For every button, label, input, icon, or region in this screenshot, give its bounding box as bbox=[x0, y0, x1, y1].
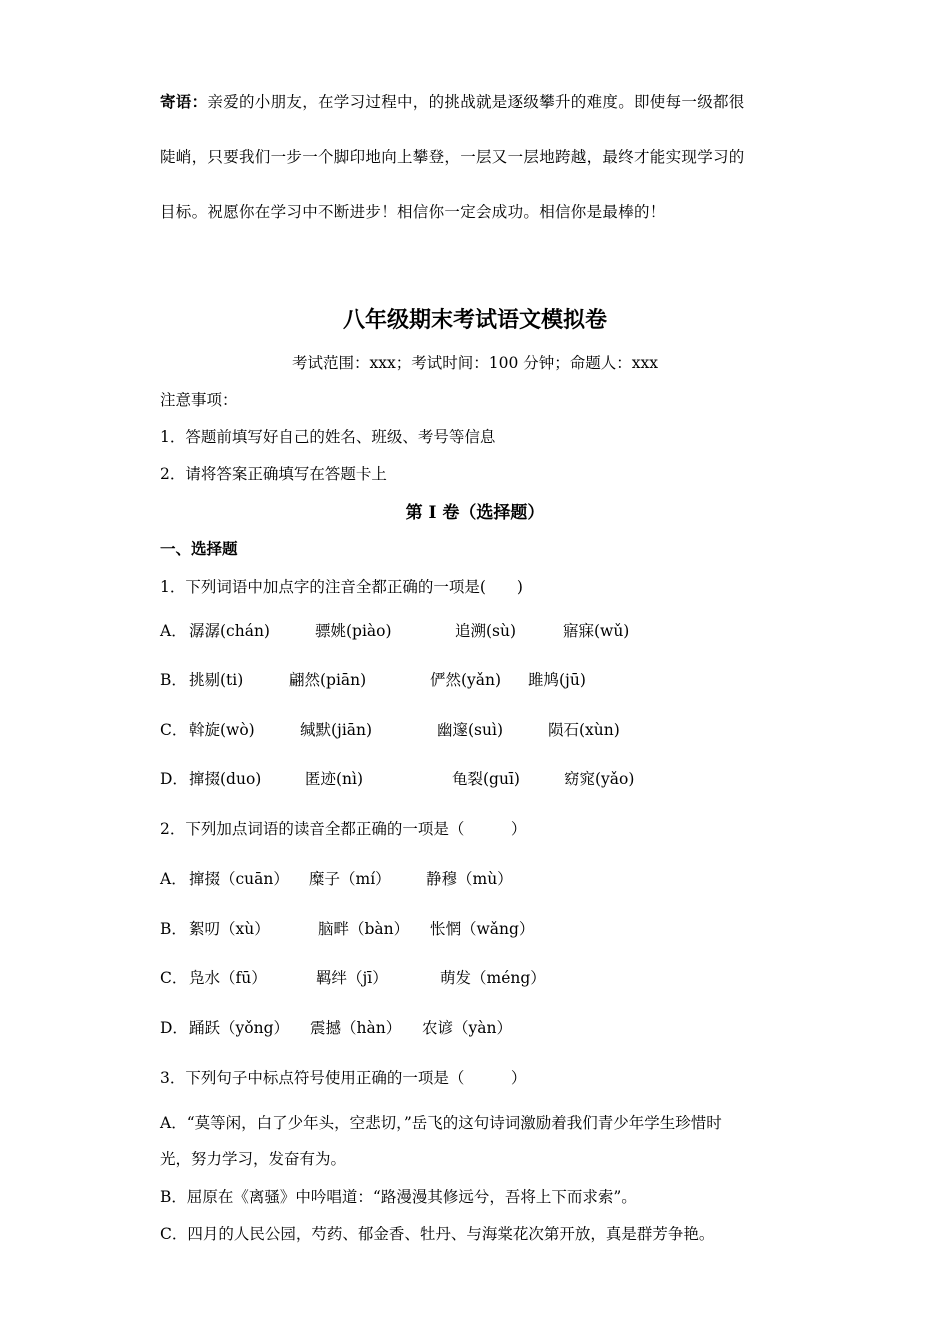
q1-option-a-word: 寤寐(wǔ) bbox=[563, 622, 630, 640]
q1-option-b-word: 雎鸠(jū) bbox=[528, 671, 586, 689]
q2-option-a-word: 静穆（mù） bbox=[426, 870, 513, 888]
intro-line-1 bbox=[160, 90, 745, 112]
q1-option-c-word: 斡旋(wò) bbox=[189, 721, 255, 739]
q1-option-c-word: 缄默(jiān) bbox=[300, 721, 373, 739]
q2-option-b-word: 絮叨（xù） bbox=[189, 920, 270, 938]
notice-heading: 注意事项： bbox=[160, 391, 238, 409]
q3-option-c: C．四月的人民公园，芍药、郁金香、牡丹、与海棠花次第开放，真是群芳争艳。 bbox=[160, 1225, 715, 1243]
q1-option-b-word: 俨然(yǎn) bbox=[430, 671, 502, 689]
q1-option-b-label: B． bbox=[160, 671, 187, 689]
intro-line-3: 目标。祝愿你在学习中不断进步！相信你一定会成功。相信你是最棒的！ bbox=[160, 203, 666, 221]
q2-option-a-label: A． bbox=[160, 870, 187, 888]
notice-item-1: 1．答题前填写好自己的姓名、班级、考号等信息 bbox=[160, 428, 496, 446]
q3-option-b: B．屈原在《离骚》中吟唱道：“路漫漫其修远兮，吾将上下而求索”。 bbox=[160, 1188, 637, 1206]
q1-option-d-word: 匿迹(nì) bbox=[305, 770, 364, 788]
q2-option-c-word: 凫水（fū） bbox=[189, 969, 267, 987]
intro-text: 亲爱的小朋友，在学习过程中，的挑战就是逐级攀升的难度。即使每一级都很 bbox=[207, 93, 745, 111]
q1-option-a-word: 骠姚(piào) bbox=[315, 622, 392, 640]
q2-option-b-word: 脑畔（bàn） bbox=[318, 920, 410, 938]
q2-option-a-word: 撺掇（cuān） bbox=[189, 870, 289, 888]
q3-option-a-line-1: A．“莫等闲，白了少年头，空悲切，”岳飞的这句诗词激励着我们青少年学生珍惜时 bbox=[160, 1114, 722, 1132]
q2-option-d-word: 震撼（hàn） bbox=[310, 1019, 402, 1037]
q1-stem: 1．下列词语中加点字的注音全都正确的一项是( ) bbox=[160, 578, 523, 596]
q2-option-c-word: 羁绊（jī） bbox=[316, 969, 388, 987]
q2-option-b-word: 怅惘（wǎng） bbox=[430, 920, 535, 938]
intro-line-2: 陡峭，只要我们一步一个脚印地向上攀登，一层又一层地跨越，最终才能实现学习的 bbox=[160, 148, 745, 166]
exam-title: 八年级期末考试语文模拟卷 bbox=[342, 308, 607, 333]
q1-option-a-word: 追溯(sù) bbox=[455, 622, 517, 640]
q2-option-d-word: 踊跃（yǒng） bbox=[189, 1019, 289, 1037]
q1-option-c-word: 陨石(xùn) bbox=[548, 721, 620, 739]
section-title: 一、选择题 bbox=[160, 539, 238, 558]
q1-option-d-label: D． bbox=[160, 770, 188, 788]
q2-option-b-label: B． bbox=[160, 920, 187, 938]
intro-label: 寄语： bbox=[160, 92, 208, 111]
q1-option-d-word: 窈窕(yǎo) bbox=[564, 770, 635, 788]
exam-info: 考试范围：xxx；考试时间：100 分钟；命题人：xxx bbox=[292, 354, 658, 372]
q1-option-c-word: 幽邃(suì) bbox=[437, 721, 503, 739]
q2-option-c-word: 萌发（méng） bbox=[440, 969, 546, 987]
q1-option-a-word: 潺潺(chán) bbox=[189, 622, 270, 640]
q1-option-d-word: 龟裂(guī) bbox=[452, 770, 520, 788]
part-title: 第 I 卷（选择题） bbox=[405, 503, 545, 523]
q1-option-a-label: A． bbox=[160, 622, 187, 640]
q2-stem: 2．下列加点词语的读音全都正确的一项是（ ） bbox=[160, 820, 527, 838]
q1-option-d-word: 撺掇(duo) bbox=[189, 770, 262, 788]
q1-option-c-label: C． bbox=[160, 721, 188, 739]
q1-option-b-word: 挑剔(ti) bbox=[189, 671, 244, 689]
q1-option-b-word: 翩然(piān) bbox=[289, 671, 367, 689]
q3-option-a-line-2: 光，努力学习，发奋有为。 bbox=[160, 1150, 347, 1168]
q2-option-d-word: 农谚（yàn） bbox=[422, 1019, 512, 1037]
q3-stem: 3．下列句子中标点符号使用正确的一项是（ ） bbox=[160, 1069, 527, 1087]
q2-option-a-word: 糜子（mí） bbox=[309, 870, 391, 888]
q2-option-c-label: C． bbox=[160, 969, 188, 987]
q2-option-d-label: D． bbox=[160, 1019, 188, 1037]
notice-item-2: 2．请将答案正确填写在答题卡上 bbox=[160, 465, 387, 483]
